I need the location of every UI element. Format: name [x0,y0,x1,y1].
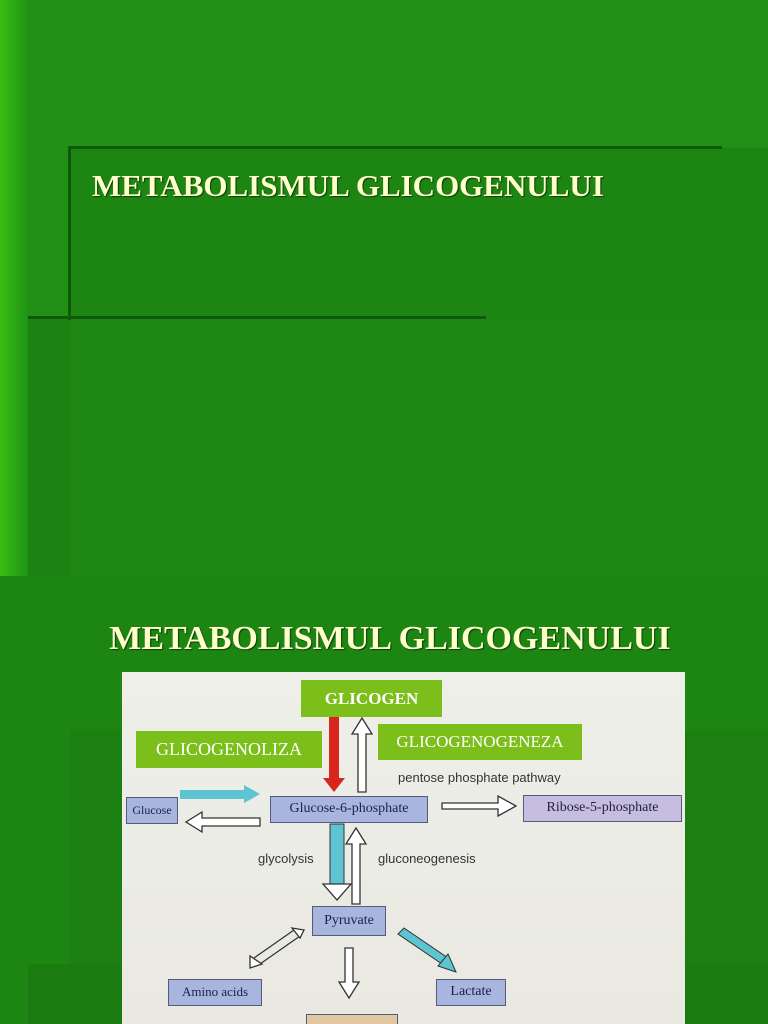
left-gradient-band [0,0,28,576]
slide-2-title: METABOLISMUL GLICOGENULUI [109,620,671,657]
red-down-arrow [323,716,345,792]
slide-2 [0,576,768,1024]
glycolysis-arrow [323,824,351,900]
node-pyruvate: Pyruvate [312,906,386,936]
content-panel [70,318,768,576]
node-glucose: Glucose [126,797,178,824]
hollow-up-arrow [352,718,372,792]
label-glycolysis: glycolysis [258,851,314,866]
top-rule [70,146,722,149]
hollow-left-arrow [186,812,260,832]
amino-acids-arrow [250,928,304,968]
label-gluconeogenesis: gluconeogenesis [378,851,476,866]
label-glicogen: GLICOGEN [301,680,442,717]
hollow-right-arrow-pentose [442,796,516,816]
label-glicogenoliza: GLICOGENOLIZA [136,731,322,768]
node-amino-acids: Amino acids [168,979,262,1006]
pyruvate-down-arrow [339,948,359,998]
node-bottom-partial [306,1014,398,1024]
node-ribose-5-phosphate: Ribose-5-phosphate [523,795,682,822]
slide-1-title: METABOLISMUL GLICOGENULUI [92,168,604,203]
node-glucose-6-phosphate: Glucose-6-phosphate [270,796,428,823]
label-glicogenogeneza: GLICOGENOGENEZA [378,724,582,760]
node-lactate: Lactate [436,979,506,1006]
vertical-rule [68,146,71,320]
cyan-right-arrow [180,785,260,803]
lactate-arrow [398,928,456,972]
gluconeogenesis-arrow [346,828,366,904]
label-pentose-phosphate-pathway: pentose phosphate pathway [398,770,561,785]
middle-rule [28,316,486,319]
